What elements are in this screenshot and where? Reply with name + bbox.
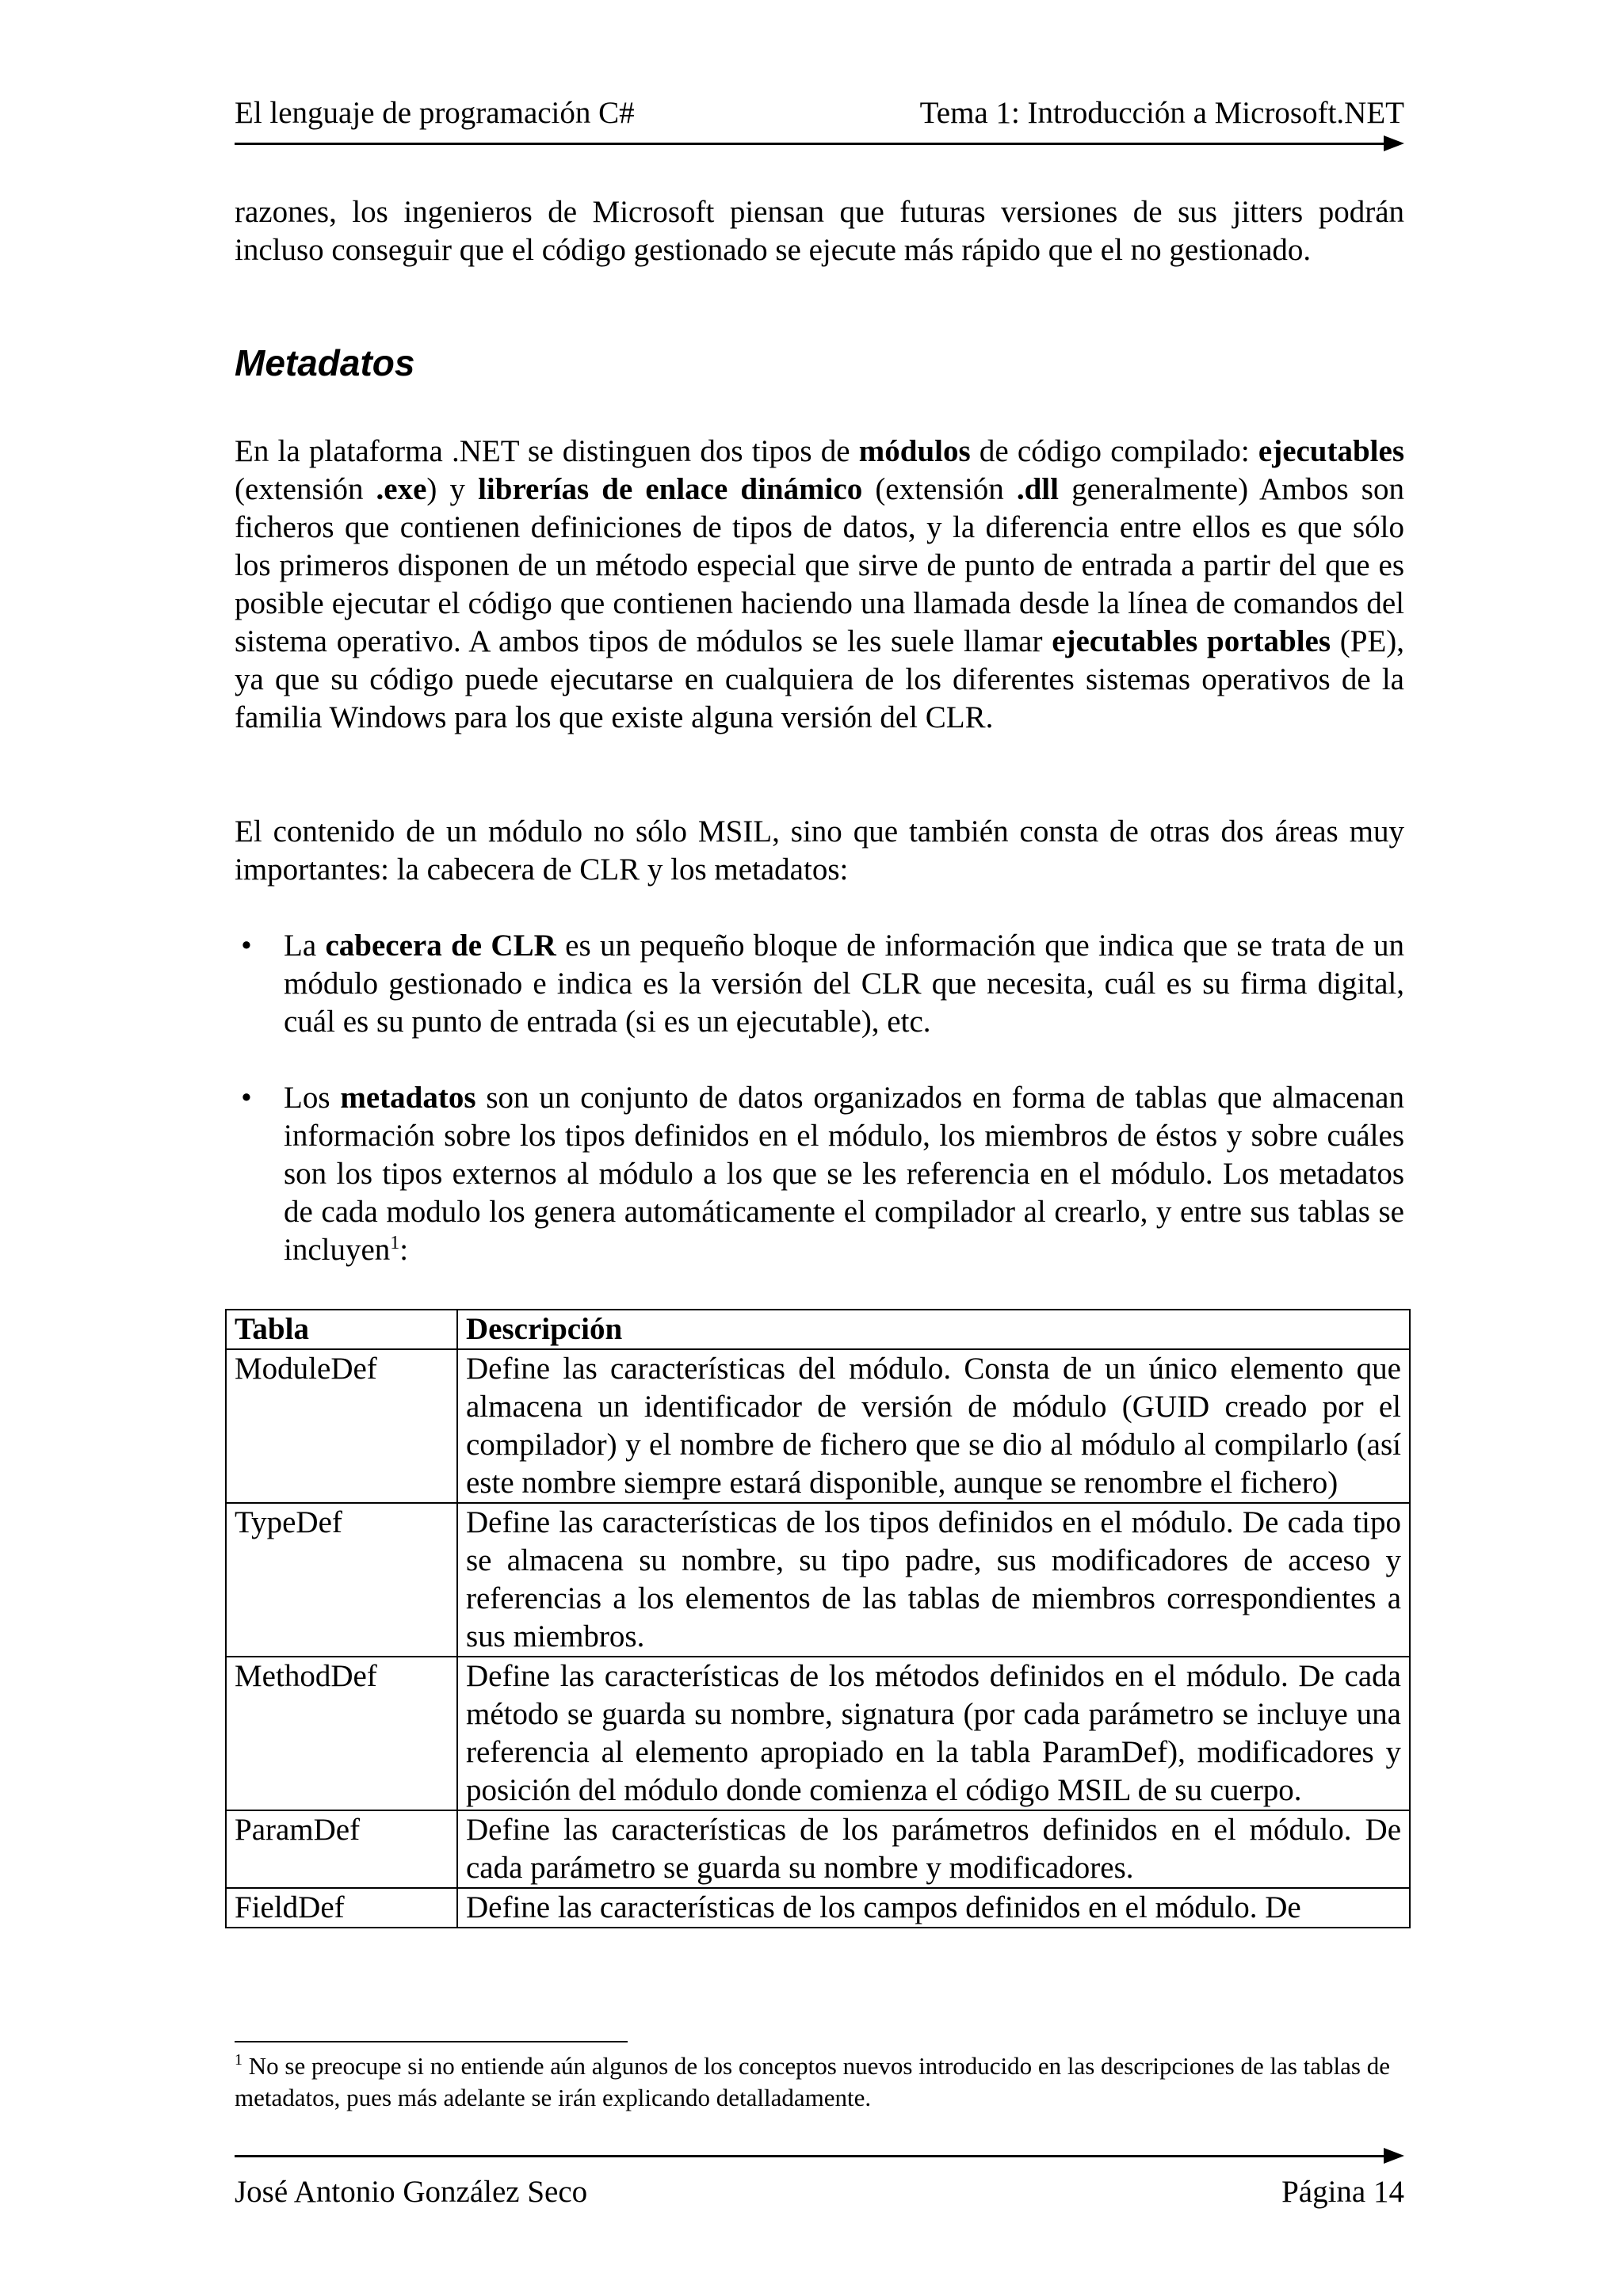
table-cell-description: Define las características de los métodos definidos en el módulo. De cada método se guarda su nombre, signatura (por cada parámetro se incluye una referencia al elemento apropiado en la tabla ParamDef), modificadores y posición del módulo donde comienza el código MSIL de su cuerpo.	[457, 1657, 1410, 1810]
b1-text-1: La	[284, 929, 326, 963]
bullet-marker: •	[241, 929, 252, 963]
table-cell-name: MethodDef	[226, 1657, 457, 1810]
table-row	[226, 1503, 1410, 1657]
p1-bold-ejecutables: ejecutables	[1258, 434, 1404, 468]
table-row	[226, 1810, 1410, 1888]
p1-text-6: generalmente) Ambos son ficheros que contienen definiciones de tipos de datos, y la diferencia entre ellos es que sólo los primeros disponen de un método especial que sirve de punto de entrada a partir del que es posible ejecutar el código que contienen haciendo una llamada desde la línea de comandos del sistema operativo. A ambos tipos de módulos se les suele llamar	[235, 472, 1404, 658]
footer-arrow-icon	[1384, 2148, 1404, 2164]
header-rule	[235, 143, 1384, 145]
footnote-mark: 1	[235, 2051, 242, 2069]
section-title: Metadatos	[235, 342, 415, 383]
table-cell-name: FieldDef	[226, 1888, 457, 1928]
footer-page-number: Página 14	[1281, 2175, 1404, 2209]
p1-text-5: (extensión	[862, 472, 1017, 506]
table-cell-name: ParamDef	[226, 1810, 457, 1888]
page-footer	[235, 2174, 1404, 2210]
p1-text-2: de código compilado:	[970, 434, 1258, 468]
bullet-metadata	[235, 1079, 1404, 1269]
footer-rule	[235, 2155, 1384, 2157]
intro-text: razones, los ingenieros de Microsoft piensan que futuras versiones de sus jitters podrán incluso conseguir que el código gestionado se ejecute más rápido que el no gestionado.	[235, 195, 1404, 267]
bullet-list	[235, 927, 1404, 1269]
table-cell-name: ModuleDef	[226, 1349, 457, 1503]
p1-bold-dll: .dll	[1016, 472, 1059, 506]
table-cell-description: Define las características de los campos definidos en el módulo. De	[457, 1888, 1410, 1928]
table-row	[226, 1657, 1410, 1810]
page-header	[235, 95, 1404, 132]
p1-bold-modulos: módulos	[858, 434, 971, 468]
table-header-cell: Descripción	[457, 1310, 1410, 1349]
table-header-cell: Tabla	[226, 1310, 457, 1349]
table-cell-name: TypeDef	[226, 1503, 457, 1657]
table-cell-description: Define las características de los tipos definidos en el módulo. De cada tipo se almacena su nombre, su tipo padre, sus modificadores de acceso y referencias a los elementos de las tablas de miembros correspondientes a sus miembros.	[457, 1503, 1410, 1657]
b2-text-1: Los	[284, 1081, 341, 1115]
p1-text-7: (PE), ya que su código puede ejecutarse en cualquiera de los diferentes sistemas operativos de la familia Windows para los que existe alguna versión del CLR.	[235, 624, 1405, 734]
b2-text-2: son un conjunto de datos organizados en forma de tablas que almacenan información sobre los tipos definidos en el módulo, los miembros de éstos y sobre cuáles son los tipos externos al módulo a los que se les referencia en el módulo. Los metadatos de cada modulo los genera automáticamente el compilador al crearlo, y entre sus tablas se incluyen	[284, 1081, 1404, 1267]
paragraph-modules	[235, 433, 1404, 737]
p1-bold-portables: ejecutables portables	[1052, 624, 1331, 658]
p2-text: El contenido de un módulo no sólo MSIL, sino que también consta de otras dos áreas muy importantes: la cabecera de CLR y los metadatos:	[235, 814, 1404, 887]
bullet-clr-header	[235, 927, 1404, 1041]
footer-author: José Antonio González Seco	[235, 2175, 588, 2209]
footnote-separator	[235, 2041, 628, 2042]
b1-text-2: es un pequeño bloque de información que indica que se trata de un módulo gestionado e indica es la versión del CLR que necesita, cuál es su firma digital, cuál es su punto de entrada (si es un ejecutable), etc.	[284, 929, 1404, 1039]
p1-text-1: En la plataforma .NET se distinguen dos tipos de	[235, 434, 859, 468]
footnote	[235, 2050, 1404, 2114]
b1-bold: cabecera de CLR	[325, 929, 556, 963]
table-row	[226, 1888, 1410, 1928]
b2-text-3: :	[399, 1233, 409, 1267]
intro-paragraph	[235, 193, 1404, 269]
p1-text-3: (extensión	[235, 472, 376, 506]
table-cell-description: Define las características de los parámetros definidos en el módulo. De cada parámetro se guarda su nombre y modificadores.	[457, 1810, 1410, 1888]
paragraph-module-content	[235, 813, 1404, 889]
bullet-marker: •	[241, 1081, 252, 1115]
footnote-text: No se preocupe si no entiende aún algunos de los conceptos nuevos introducido en las descripciones de las tablas de metadatos, pues más adelante se irán explicando detalladamente.	[235, 2052, 1390, 2111]
b2-bold: metadatos	[340, 1081, 476, 1115]
header-book-title: El lenguaje de programación C#	[235, 96, 635, 130]
header-chapter-title: Tema 1: Introducción a Microsoft.NET	[919, 96, 1404, 130]
table-cell-description: Define las características del módulo. Consta de un único elemento que almacena un identificador de versión de módulo (GUID creado por el compilador) y el nombre de fichero que se dio al módulo al compilarlo (así este nombre siempre estará disponible, aunque se renombre el fichero)	[457, 1349, 1410, 1503]
table-header-row	[226, 1310, 1410, 1349]
footnote-reference[interactable]: 1	[390, 1233, 400, 1253]
p1-bold-librerias: librerías de enlace dinámico	[478, 472, 863, 506]
header-arrow-icon	[1384, 135, 1404, 151]
table-row	[226, 1349, 1410, 1503]
metadata-table	[225, 1309, 1411, 1928]
p1-bold-exe: .exe	[376, 472, 427, 506]
p1-text-4: ) y	[426, 472, 479, 506]
